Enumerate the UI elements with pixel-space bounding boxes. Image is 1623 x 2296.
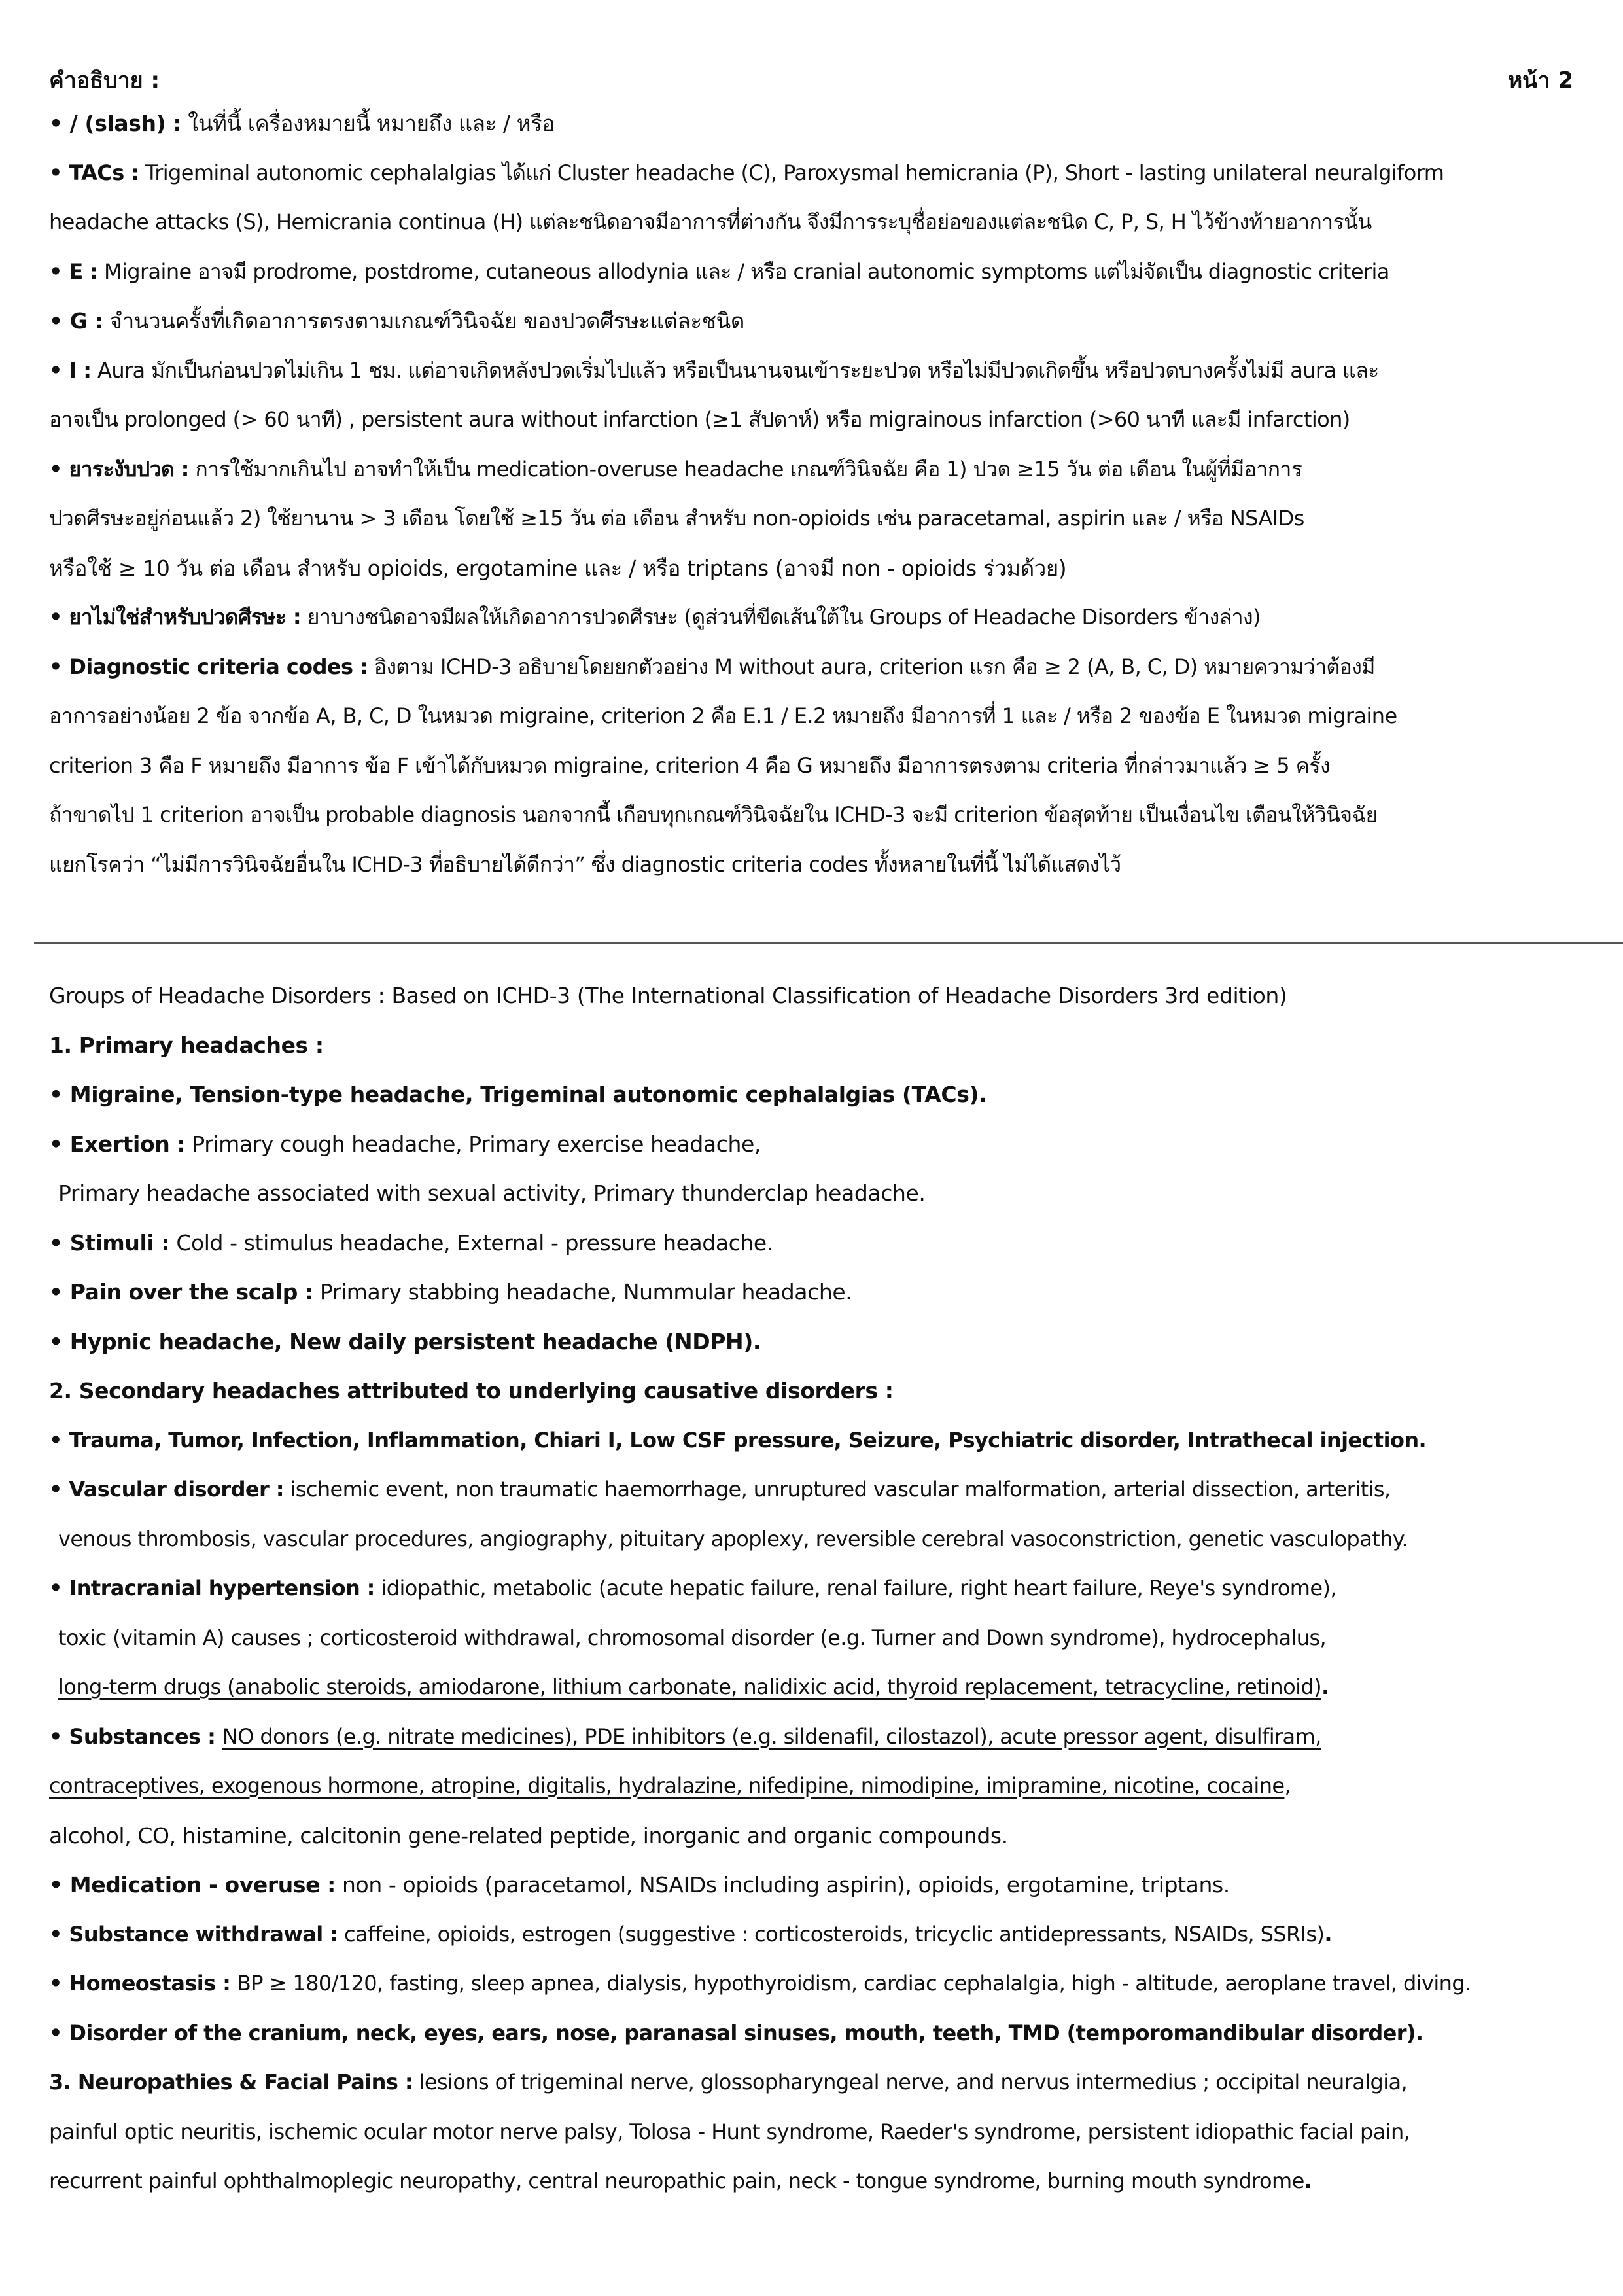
legend-line: • ยาไม่ใช่สำหรับปวดศีรษะ : ยาบางชนิดอาจมีผลให้เกิดอาการปวดศีรษะ (ดูส่วนที่ขีดเส้นใต้ใน Groups of Headache Disorders ข้างล่าง) [49, 605, 1261, 629]
groups-section [49, 971, 1573, 2206]
list-item: • Trauma, Tumor, Infection, Inflammation, Chiari I, Low CSF pressure, Seizure, Psychiatric disorder, Intrathecal injection. [49, 1427, 1427, 1453]
list-item: • Intracranial hypertension : idiopathic, metabolic (acute hepatic failure, renal failure, right heart failure, Reye's syndrome), [49, 1576, 1336, 1600]
legend-line: • Diagnostic criteria codes : อิงตาม ICHD-3 อธิบายโดยยกตัวอย่าง M without aura, criterion แรก คือ ≥ 2 (A, B, C, D) หมายความว่าต้องมี [49, 654, 1375, 679]
primary-heading: 1. Primary headaches : [49, 1032, 324, 1058]
legend-line: • TACs : Trigeminal autonomic cephalalgias ได้แก่ Cluster headache (C), Paroxysmal hemicrania (P), Short - lasting unilateral neuralgiform [49, 160, 1444, 185]
list-item: • Exertion : Primary cough headache, Primary exercise headache, [49, 1131, 761, 1157]
page-header [49, 62, 1573, 99]
list-item: toxic (vitamin A) causes ; corticosteroid withdrawal, chromosomal disorder (e.g. Turner and Down syndrome), hydrocephalus, [58, 1625, 1327, 1650]
legend-line: หรือใช้ ≥ 10 วัน ต่อ เดือน สำหรับ opioids, ergotamine และ / หรือ triptans (อาจมี non - opioids ร่วมด้วย) [49, 555, 1067, 581]
legend-title: คำอธิบาย : [49, 67, 160, 94]
page-number: หน้า 2 [1507, 67, 1573, 94]
list-item: 3. Neuropathies & Facial Pains : lesions of trigeminal nerve, glossopharyngeal nerve, and nervus intermedius ; occipital neuralgia, [49, 2070, 1408, 2094]
legend-line: อาการอย่างน้อย 2 ข้อ จากข้อ A, B, C, D ในหมวด migraine, criterion 2 คือ E.1 / E.2 หมายถึง มีอาการที่ 1 และ / หรือ 2 ของข้อ E ในหมวด migraine [49, 703, 1397, 728]
list-item: • Substance withdrawal : caffeine, opioids, estrogen (suggestive : corticosteroids, tricyclic antidepressants, NSAIDs, SSRIs). [49, 1921, 1332, 1947]
list-item: • Vascular disorder : ischemic event, non traumatic haemorrhage, unruptured vascular malformation, arterial dissection, arteritis, [49, 1477, 1391, 1502]
legend-line: • E : Migraine อาจมี prodrome, postdrome, cutaneous allodynia และ / หรือ cranial autonomic symptoms แต่ไม่จัดเป็น diagnostic criteria [49, 258, 1389, 284]
legend-line: ถ้าขาดไป 1 criterion อาจเป็น probable diagnosis นอกจากนี้ เกือบทุกเกณฑ์วินิจฉัยใน ICHD-3 จะมี criterion ข้อสุดท้าย เป็นเงื่อนไข เตือนให้วินิจฉัย [49, 802, 1378, 827]
list-item: alcohol, CO, histamine, calcitonin gene-related peptide, inorganic and organic compounds. [49, 1822, 1008, 1848]
list-item: venous thrombosis, vascular procedures, angiography, pituitary apoplexy, reversible cerebral vasoconstriction, genetic vasculopathy. [58, 1526, 1408, 1551]
list-item: long-term drugs (anabolic steroids, amiodarone, lithium carbonate, nalidixic acid, thyroid replacement, tetracycline, retinoid). [58, 1674, 1329, 1699]
list-item: • Medication - overuse : non - opioids (paracetamol, NSAIDs including aspirin), opioids, ergotamine, triptans. [49, 1872, 1230, 1898]
legend-line: แยกโรคว่า “ไม่มีการวินิจฉัยอื่นใน ICHD-3 ที่อธิบายได้ดีกว่า” ซึ่ง diagnostic criteria codes ทั้งหลายในที่นี้ ไม่ได้แสดงไว้ [49, 851, 1121, 877]
list-item: • Hypnic headache, New daily persistent headache (NDPH). [49, 1328, 761, 1354]
legend-line: อาจเป็น prolonged (> 60 นาที) , persistent aura without infarction (≥1 สัปดาห์) หรือ migrainous infarction (>60 นาที และมี infarction) [49, 407, 1350, 432]
legend-line: • / (slash) : ในที่นี้ เครื่องหมายนี้ หมายถึง และ / หรือ [49, 111, 555, 136]
list-item: • Migraine, Tension-type headache, Trigeminal autonomic cephalalgias (TACs). [49, 1082, 987, 1107]
legend-line: • G : จำนวนครั้งที่เกิดอาการตรงตามเกณฑ์วินิจฉัย ของปวดศีรษะแต่ละชนิด [49, 308, 744, 334]
list-item: Primary headache associated with sexual activity, Primary thunderclap headache. [58, 1180, 926, 1206]
secondary-heading: 2. Secondary headaches attributed to underlying causative disorders : [49, 1378, 894, 1404]
legend-line: ปวดศีรษะอยู่ก่อนแล้ว 2) ใช้ยานาน > 3 เดือน โดยใช้ ≥15 วัน ต่อ เดือน สำหรับ non-opioids เช่น paracetamal, aspirin และ / หรือ NSAIDs [49, 506, 1304, 531]
list-item: • Substances : NO donors (e.g. nitrate medicines), PDE inhibitors (e.g. sildenafil, cilostazol), acute pressor agent, disulfiram, [49, 1723, 1321, 1749]
list-item: • Pain over the scalp : Primary stabbing headache, Nummular headache. [49, 1279, 852, 1305]
list-item: recurrent painful ophthalmoplegic neuropathy, central neuropathic pain, neck - tongue syndrome, burning mouth syndrome. [49, 2168, 1312, 2193]
legend-line: criterion 3 คือ F หมายถึง มีอาการ ข้อ F เข้าได้กับหมวด migraine, criterion 4 คือ G หมายถึง มีอาการตรงตาม criteria ที่กล่าวมาแล้ว ≥ 5 ครั้ง [49, 752, 1331, 778]
legend-line: • I : Aura มักเป็นก่อนปวดไม่เกิน 1 ชม. แต่อาจเกิดหลังปวดเริ่มไปแล้ว หรือเป็นนานจนเข้าระยะปวด หรือไม่มีปวดเกิดขึ้น หรือปวดบางครั้งไม่มี aura และ [49, 357, 1379, 383]
groups-title: Groups of Headache Disorders : Based on ICHD-3 (The International Classification of Headache Disorders 3rd edition) [49, 983, 1287, 1008]
section-divider [34, 942, 1623, 944]
legend-line: headache attacks (S), Hemicrania continua (H) แต่ละชนิดอาจมีอาการที่ต่างกัน จึงมีการระบุชื่อย่อของแต่ละชนิด C, P, S, H ไว้ข้างท้ายอาการนั้น [49, 209, 1372, 234]
legend-section [49, 62, 1573, 889]
list-item: • Disorder of the cranium, neck, eyes, ears, nose, paranasal sinuses, mouth, teeth, TMD (temporomandibular disorder). [49, 2020, 1423, 2045]
legend-line: • ยาระงับปวด : การใช้มากเกินไป อาจทำให้เป็น medication-overuse headache เกณฑ์วินิจฉัย คือ 1) ปวด ≥15 วัน ต่อ เดือน ในผู้ที่มีอาการ [49, 456, 1302, 482]
list-item: painful optic neuritis, ischemic ocular motor nerve palsy, Tolosa - Hunt syndrome, Raeder's syndrome, persistent idiopathic facial pain, [49, 2119, 1410, 2144]
list-item: • Homeostasis : BP ≥ 180/120, fasting, sleep apnea, dialysis, hypothyroidism, cardiac cephalalgia, high - altitude, aeroplane travel, diving. [49, 1971, 1471, 1996]
list-item: • Stimuli : Cold - stimulus headache, External - pressure headache. [49, 1229, 773, 1256]
list-item: contraceptives, exogenous hormone, atropine, digitalis, hydralazine, nifedipine, nimodipine, imipramine, nicotine, cocaine, [49, 1773, 1291, 1798]
